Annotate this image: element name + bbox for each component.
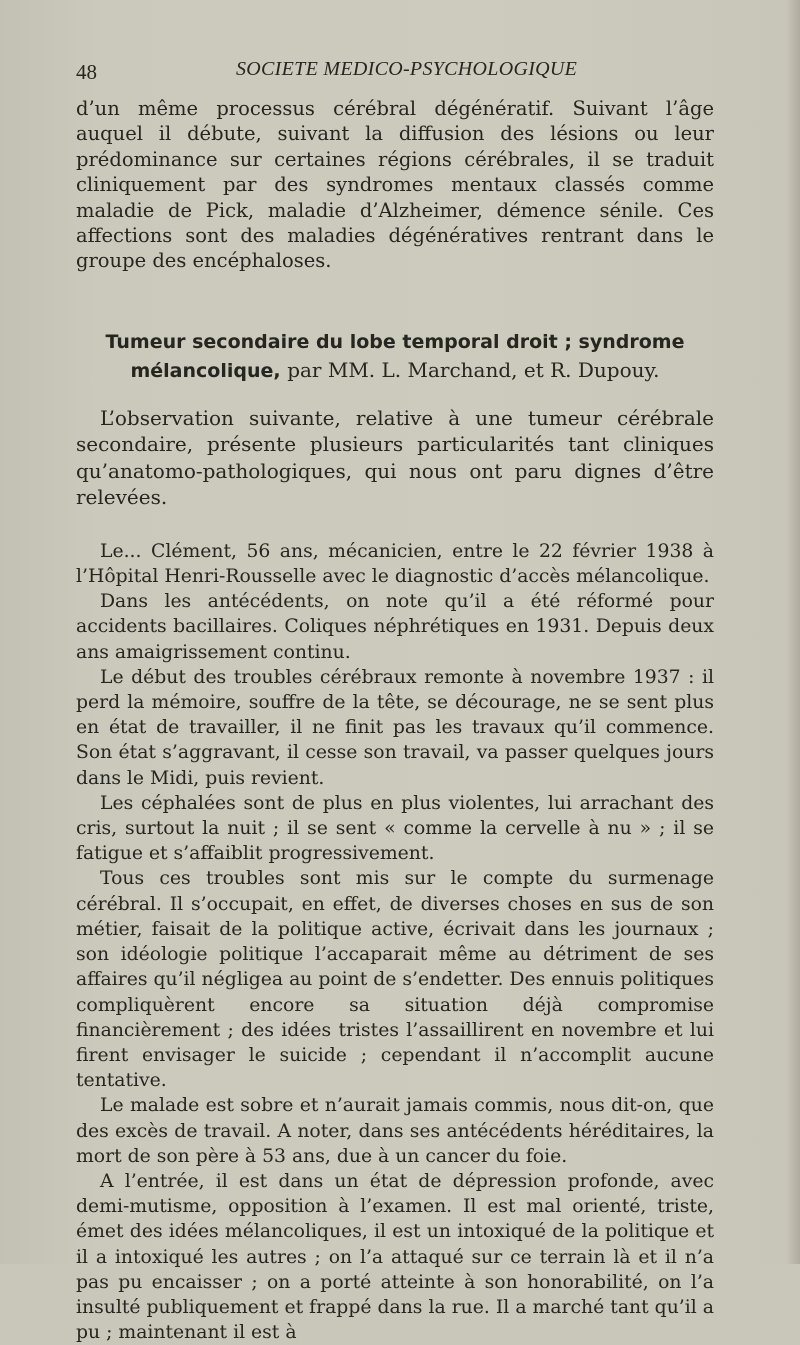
article-title	[76, 328, 714, 385]
page-header	[76, 58, 716, 88]
case-paragraph-1: Le... Clément, 56 ans, mécanicien, entre le 22 février 1938 à l’Hôpital Henri-Rousselle avec le diagnostic d’accès mélancolique.	[76, 540, 714, 588]
case-paragraph-3: Le début des troubles cérébraux remonte à novembre 1937 : il perd la mémoire, souffre de la tête, se décourage, ne se sent plus en état de travailler, il ne finit pas les travaux qu’il commence. Son état s’aggravant, il cesse son travail, va passer quelques jours dans le Midi, puis revient.	[76, 666, 714, 789]
case-paragraph-5: Tous ces troubles sont mis sur le compte du surmenage cérébral. Il s’occupait, en effet, de diverses choses en sus de son métier, faisait de la politique active, écrivait dans les journaux ; son idéologie politique l’accaparait même au détriment de ses affaires qu’il négligea au point de s’endetter. Des ennuis politiques compliquèrent encore sa situation déjà compromise financièrement ; des idées tristes l’assaillirent en novembre et lui firent envisager le suicide ; cependant il n’accomplit aucune tentative.	[76, 868, 714, 1092]
case-paragraph-6: Le malade est sobre et n’aurait jamais commis, nous dit-on, que des excès de travail. A noter, dans ses antécédents héréditaires, la mort de son père à 53 ans, due à un cancer du foie.	[76, 1095, 714, 1167]
page-number: 48	[76, 60, 97, 84]
running-head: SOCIETE MEDICO-PSYCHOLOGIQUE	[236, 58, 578, 80]
page-spine-shadow	[786, 0, 800, 1264]
case-paragraph-7: A l’entrée, il est dans un état de dépression profonde, avec demi-mutisme, opposition à l’examen. Il est mal orienté, triste, émet des idées mélancoliques, il est un intoxiqué de la politique et il a intoxiqué les autres ; on l’a attaqué sur ce terrain là et il n’a pas pu encaisser ; on a porté atteinte à son honorabilité, on l’a insulté publiquement et frappé dans la rue. Il a marché tant qu’il a pu ; maintenant il est à	[76, 1170, 714, 1344]
case-paragraph-4: Les céphalées sont de plus en plus violentes, lui arrachant des cris, surtout la nuit ; il se sent « comme la cervelle à nu » ; il se fatigue et s’affaiblit progressivement.	[76, 792, 714, 865]
page-body	[76, 96, 714, 1345]
article-title-line2: mélancolique,	[130, 359, 281, 382]
intro-paragraph: d’un même processus cérébral dégénératif. Suivant l’âge auquel il débute, suivant la diffusion des lésions ou leur prédominance sur certaines régions cérébrales, il se traduit cliniquement par des syndromes mentaux classés comme maladie de Pick, maladie d’Alzheimer, démence sénile. Ces affections sont des maladies dégénératives rentrant dans le groupe des encéphaloses.	[76, 97, 714, 273]
article-authors: par MM. L. Marchand, et R. Dupouy.	[287, 357, 660, 382]
case-paragraph-2: Dans les antécédents, on note qu’il a été réformé pour accidents bacillaires. Coliques néphrétiques en 1931. Depuis deux ans amaigrissement continu.	[76, 591, 714, 663]
article-title-line1: Tumeur secondaire du lobe temporal droit ; syndrome	[105, 330, 685, 353]
lead-paragraph: L’observation suivante, relative à une tumeur cérébrale secondaire, présente plusieurs particularités tant cliniques qu’anatomo-pathologiques, qui nous ont paru dignes d’être relevées.	[76, 405, 714, 510]
